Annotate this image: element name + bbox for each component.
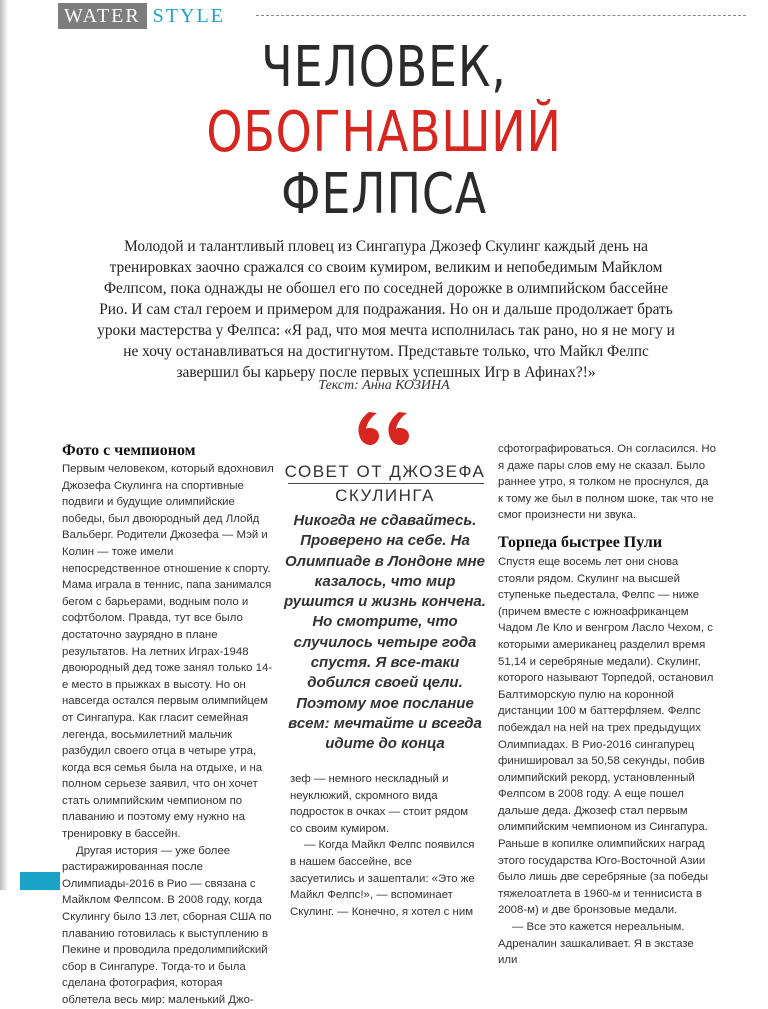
brand-style: STYLE	[152, 5, 225, 27]
lead-paragraph: Молодой и талантливый пловец из Сингапура Джозеф Скулинг каждый день на тренировках заочно сражался со своим кумиром, великим и непобедимым Майклом Фелпсом, пока однажды не обошел его по соседней дорожке в олимпийском бассейне Рио. И сам стал героем и примером для подражания. Но он и дальше продолжает брать уроки мастерства у Фелпса: «Я рад, что моя мечта исполнилась так рано, но я не могу и не хочу останавливаться на достигнутом. Представьте только, что Майкл Фелпс завершил бы карьеру после первых успешных Игр в Афинах?!»	[97, 238, 675, 381]
header-dashed-rule	[256, 15, 746, 16]
column-2-paragraph-2: — Когда Майкл Фелпс появился в нашем бассейне, все засуетились и зашептали: «Это же Майкл Фелпс!», — вспоминает Скулинг. — Конечно, я хотел с ним	[290, 839, 475, 918]
column-1	[62, 441, 274, 1009]
column-1-paragraph-2: Другая история — уже более растиражированная после Олимпиады-2016 в Рио — связана с Майклом Фелпсом. В 2008 году, когда Скулингу было 13 лет, сборная США по плаванию готовилась к выступлению в Пекине и проводила предолимпийский сбор в Сингапуре. Тогда-то и была сделана фотография, которая облетела весь мир: маленький Джо-	[62, 844, 272, 1006]
corner-color-tab	[20, 872, 60, 890]
section-heading-torpedo: Торпеда быстрее Пули	[498, 533, 663, 551]
quote-marks-icon	[355, 408, 413, 448]
title-line-1: ЧЕЛОВЕК,	[261, 35, 507, 100]
section-heading-photo: Фото с чемпионом	[62, 442, 196, 459]
column-2-paragraph-1: зеф — немного нескладный и неуклюжий, скромного вида подросток в очках — стоит рядом со своим кумиром.	[290, 773, 469, 835]
column-1-paragraph-1: Первым человеком, который вдохновил Джозефа Скулинга на спортивные подвиги и будущие олимпийские победы, был двоюродный дед Ллойд Вальберг. Родители Джозефа — Мэй и Колин — тоже имели непосредственное отношение к спорту. Мама играла в теннис, папа занимался бегом с барьерами, водным поло и софтболом. Правда, тут все было достаточно заурядно в плане результатов. На летних Играх-1948 двоюродный дед тоже занял только 14-е место в прыжках в высоту. Но он навсегда остался первым олимпийцем от Сингапура. Как гласит семейная легенда, восьмилетний мальчик разбудил своего отца в четыре утра, когда вся семья была на отдыхе, и на полном серьезе заявил, что он хочет стать олимпийским чемпионом по плаванию и поэтому ему нужно на тренировку в бассейн.	[62, 463, 274, 841]
title-line-3: ФЕЛПСА	[281, 162, 487, 227]
page-binding-shadow	[0, 0, 8, 890]
column-3-paragraph-2: Спустя еще восемь лет они снова стояли рядом. Скулинг на высшей ступеньке пьедестала, Фелпс — ниже (причем вместе с южноафриканцем Чадом Ле Кло и венгром Ласло Чехом, с которыми американец разделил время 51,14 и серебряные медали). Скулинг, которого называют Торпедой, остановил Балтиморскую пулю на коронной дистанции 100 м баттерфляем. Фелпс побеждал на ней на трех предыдущих Олимпиадах. В Рио-2016 сингапурец финишировал за 50,58 секунды, побив олимпийский рекорд, установленный Фелпсом в 2008 году. А еще пошел дальше деда. Джозеф стал первым олимпийским чемпионом из Сингапура. Раньше в копилке олимпийских наград этого государства Юго-Восточной Азии было лишь две серебряные (за победы тяжелоатлета в 1960-м и теннисиста в 2008-м) и две бронзовые медали.	[498, 555, 714, 917]
advice-title: СОВЕТ ОТ ДЖОЗЕФА СКУЛИНГА	[284, 462, 486, 505]
title-line-2: ОБОГНАВШИЙ	[206, 100, 562, 165]
advice-quote: Никогда не сдавайтесь. Проверено на себе. На Олимпиаде в Лондоне мне казалось, что мир рушится и жизнь кончена. Но смотрите, что случилось четыре года спустя. Я все-таки добился своей цели. Поэтому мое послание всем: мечтайте и всегда идите до конца	[284, 512, 486, 753]
advice-title-underline	[288, 483, 484, 484]
byline: Текст: Анна КОЗИНА	[318, 378, 450, 393]
column-3-paragraph-3: — Все это кажется нереальным. Адреналин зашкаливает. Я в экстазе или	[498, 921, 694, 967]
brand-water: WATER	[58, 3, 147, 29]
column-2	[290, 771, 480, 920]
column-3-paragraph-1: сфотографироваться. Он согласился. Но я даже пары слов ему не сказал. Было раннее утро, я толком не проснулся, да к тому же был в полном шоке, так что не смог произнести ни звука.	[498, 443, 716, 522]
section-brand	[58, 3, 225, 29]
